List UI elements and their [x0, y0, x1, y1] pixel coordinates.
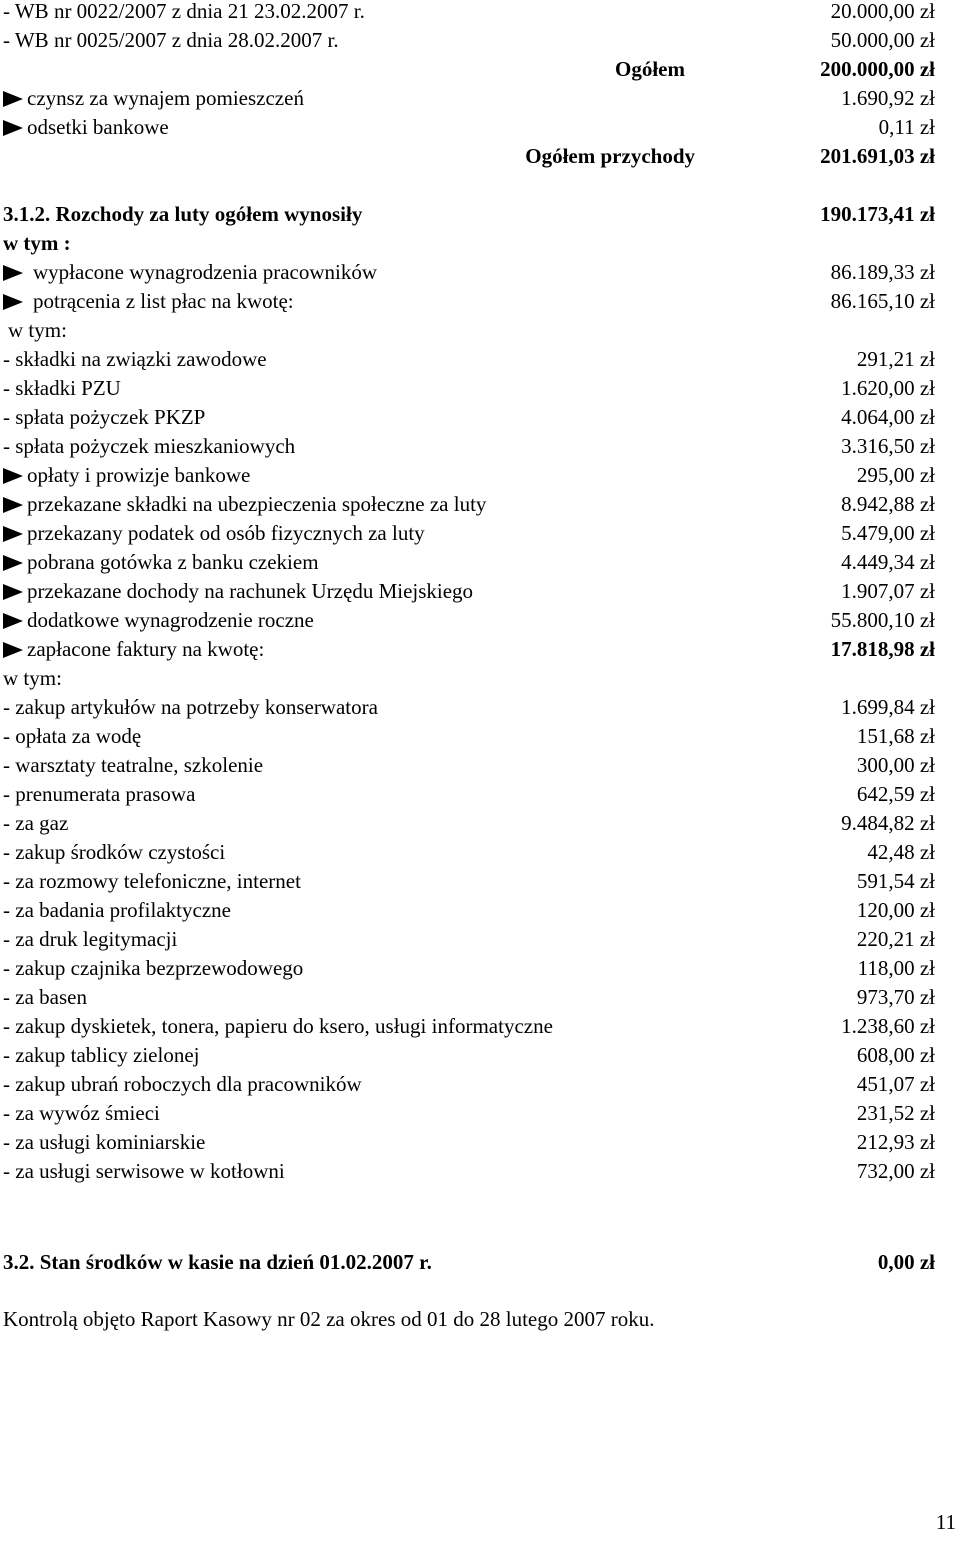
invoice-item-amount: 9.484,82 zł	[841, 811, 935, 835]
expense-amount: 4.449,34 zł	[841, 550, 935, 574]
expense-label: pobrana gotówka z banku czekiem	[27, 550, 319, 574]
invoice-item-label: - zakup dyskietek, tonera, papieru do ksero, usługi informatyczne	[3, 1014, 553, 1038]
invoice-item-amount: 151,68 zł	[856, 724, 935, 748]
invoice-item-amount: 300,00 zł	[856, 753, 935, 777]
salary-label: potrącenia z list płac na kwotę:	[33, 289, 294, 313]
total-income-label: Ogółem przychody	[525, 144, 695, 168]
expense-row	[0, 461, 935, 490]
invoice-item-label: - za basen	[3, 985, 87, 1009]
page-number: 11	[935, 1510, 956, 1534]
deduction-label: - składki PZU	[3, 376, 121, 400]
invoice-item-amount: 642,59 zł	[856, 782, 935, 806]
income-row	[0, 84, 935, 113]
deduction-label: - składki na związki zawodowe	[3, 347, 267, 371]
entry-amount: 50.000,00 zł	[830, 28, 935, 52]
arrow-icon	[3, 613, 23, 629]
deduction-amount: 4.064,00 zł	[841, 405, 935, 429]
invoice-item-row	[0, 693, 935, 722]
invoices-label: zapłacone faktury na kwotę:	[27, 637, 265, 661]
deduction-amount: 1.620,00 zł	[841, 376, 935, 400]
invoice-item-amount: 1.238,60 zł	[841, 1014, 935, 1038]
invoice-item-label: - za usługi serwisowe w kotłowni	[3, 1159, 285, 1183]
expense-row	[0, 606, 935, 635]
invoice-item-row	[0, 867, 935, 896]
arrow-icon	[3, 120, 23, 136]
expense-amount: 295,00 zł	[856, 463, 935, 487]
arrow-icon	[3, 294, 23, 310]
invoice-item-amount: 118,00 zł	[857, 956, 935, 980]
invoice-item-amount: 42,48 zł	[867, 840, 935, 864]
expense-label: dodatkowe wynagrodzenie roczne	[27, 608, 314, 632]
arrow-icon	[3, 555, 23, 571]
invoice-item-label: - zakup tablicy zielonej	[3, 1043, 200, 1067]
invoice-item-amount: 451,07 zł	[856, 1072, 935, 1096]
invoice-item-label: - za wywóz śmieci	[3, 1101, 160, 1125]
invoice-item-row	[0, 1012, 935, 1041]
expense-amount: 5.479,00 zł	[841, 521, 935, 545]
section-heading	[0, 200, 935, 229]
entry-label: - WB nr 0022/2007 z dnia 21 23.02.2007 r.	[3, 0, 365, 23]
deduction-row	[0, 374, 935, 403]
deduction-label: - spłata pożyczek PKZP	[3, 405, 206, 429]
invoice-item-row	[0, 838, 935, 867]
arrow-icon	[3, 642, 23, 658]
arrow-icon	[3, 265, 23, 281]
deduction-label: - spłata pożyczek mieszkaniowych	[3, 434, 296, 458]
invoice-item-label: - zakup środków czystości	[3, 840, 226, 864]
arrow-icon	[3, 526, 23, 542]
control-note-row	[0, 1305, 935, 1334]
invoice-item-row	[0, 925, 935, 954]
total-income-amount: 201.691,03 zł	[820, 144, 935, 168]
invoice-item-amount: 732,00 zł	[856, 1159, 935, 1183]
income-amount: 1.690,92 zł	[841, 86, 935, 110]
arrow-icon	[3, 497, 23, 513]
invoice-item-label: - za gaz	[3, 811, 69, 835]
invoice-item-row	[0, 809, 935, 838]
invoice-item-row	[0, 954, 935, 983]
w-tym-row	[0, 316, 935, 345]
salary-row	[0, 287, 935, 316]
salary-amount: 86.165,10 zł	[830, 289, 935, 313]
invoice-item-label: - prenumerata prasowa	[3, 782, 196, 806]
invoice-item-row	[0, 1099, 935, 1128]
invoice-item-row	[0, 751, 935, 780]
deduction-row	[0, 403, 935, 432]
deduction-amount: 3.316,50 zł	[841, 434, 935, 458]
invoice-item-row	[0, 1157, 935, 1186]
expense-row	[0, 519, 935, 548]
income-label: odsetki bankowe	[27, 115, 169, 139]
invoice-item-label: - za druk legitymacji	[3, 927, 178, 951]
arrow-icon	[3, 584, 23, 600]
invoice-item-amount: 591,54 zł	[856, 869, 935, 893]
w-tym-label: w tym:	[8, 318, 67, 342]
income-row	[0, 113, 935, 142]
invoice-item-row	[0, 1128, 935, 1157]
expense-amount: 55.800,10 zł	[830, 608, 935, 632]
section-amount: 190.173,41 zł	[820, 202, 935, 226]
expense-label: opłaty i prowizje bankowe	[27, 463, 251, 487]
invoice-item-row	[0, 983, 935, 1012]
invoice-item-label: - warsztaty teatralne, szkolenie	[3, 753, 264, 777]
salary-label: wypłacone wynagrodzenia pracowników	[33, 260, 378, 284]
invoice-item-row	[0, 1070, 935, 1099]
expense-row	[0, 490, 935, 519]
control-note: Kontrolą objęto Raport Kasowy nr 02 za okres od 01 do 28 lutego 2007 roku.	[3, 1307, 655, 1331]
invoice-item-label: - za rozmowy telefoniczne, internet	[3, 869, 301, 893]
invoice-item-amount: 212,93 zł	[856, 1130, 935, 1154]
deduction-amount: 291,21 zł	[856, 347, 935, 371]
w-tym-label: w tym:	[3, 666, 62, 690]
expense-row	[0, 548, 935, 577]
entry-row	[0, 26, 935, 55]
invoice-item-amount: 220,21 zł	[856, 927, 935, 951]
section-heading	[0, 1248, 935, 1277]
invoice-item-row	[0, 1041, 935, 1070]
arrow-icon	[3, 91, 23, 107]
invoice-item-amount: 608,00 zł	[856, 1043, 935, 1067]
expense-row	[0, 577, 935, 606]
deduction-row	[0, 345, 935, 374]
invoice-item-amount: 973,70 zł	[856, 985, 935, 1009]
expense-label: przekazany podatek od osób fizycznych za luty	[27, 521, 425, 545]
arrow-icon	[3, 468, 23, 484]
income-amount: 0,11 zł	[878, 115, 935, 139]
expense-amount: 8.942,88 zł	[841, 492, 935, 516]
invoices-amount: 17.818,98 zł	[830, 637, 935, 661]
income-label: czynsz za wynajem pomieszczeń	[27, 86, 304, 110]
invoice-item-label: - opłata za wodę	[3, 724, 142, 748]
invoice-item-label: - zakup ubrań roboczych dla pracowników	[3, 1072, 362, 1096]
total-row	[0, 55, 935, 84]
invoice-item-row	[0, 780, 935, 809]
total-amount: 200.000,00 zł	[820, 57, 935, 81]
section-title: 3.1.2. Rozchody za luty ogółem wynosiły	[3, 202, 363, 226]
invoice-item-label: - za badania profilaktyczne	[3, 898, 231, 922]
expense-label: przekazane dochody na rachunek Urzędu Miejskiego	[27, 579, 474, 603]
w-tym-row	[0, 664, 935, 693]
entry-label: - WB nr 0025/2007 z dnia 28.02.2007 r.	[3, 28, 339, 52]
entry-row	[0, 0, 935, 26]
invoice-item-amount: 1.699,84 zł	[841, 695, 935, 719]
w-tym-row	[0, 229, 935, 258]
entry-amount: 20.000,00 zł	[830, 0, 935, 23]
invoice-item-row	[0, 896, 935, 925]
invoice-item-label: - zakup artykułów na potrzeby konserwatora	[3, 695, 378, 719]
invoice-item-label: - za usługi kominiarskie	[3, 1130, 206, 1154]
expense-label: przekazane składki na ubezpieczenia społeczne za luty	[27, 492, 487, 516]
invoice-item-row	[0, 722, 935, 751]
section-title: 3.2. Stan środków w kasie na dzień 01.02.2007 r.	[3, 1250, 432, 1274]
section-amount: 0,00 zł	[877, 1250, 935, 1274]
total-label: Ogółem	[615, 57, 685, 81]
invoices-row	[0, 635, 935, 664]
total-income-row	[0, 142, 935, 171]
salary-row	[0, 258, 935, 287]
invoice-item-amount: 231,52 zł	[856, 1101, 935, 1125]
invoice-item-label: - zakup czajnika bezprzewodowego	[3, 956, 304, 980]
deduction-row	[0, 432, 935, 461]
invoice-item-amount: 120,00 zł	[856, 898, 935, 922]
expense-amount: 1.907,07 zł	[841, 579, 935, 603]
salary-amount: 86.189,33 zł	[830, 260, 935, 284]
w-tym-label: w tym :	[3, 231, 71, 255]
